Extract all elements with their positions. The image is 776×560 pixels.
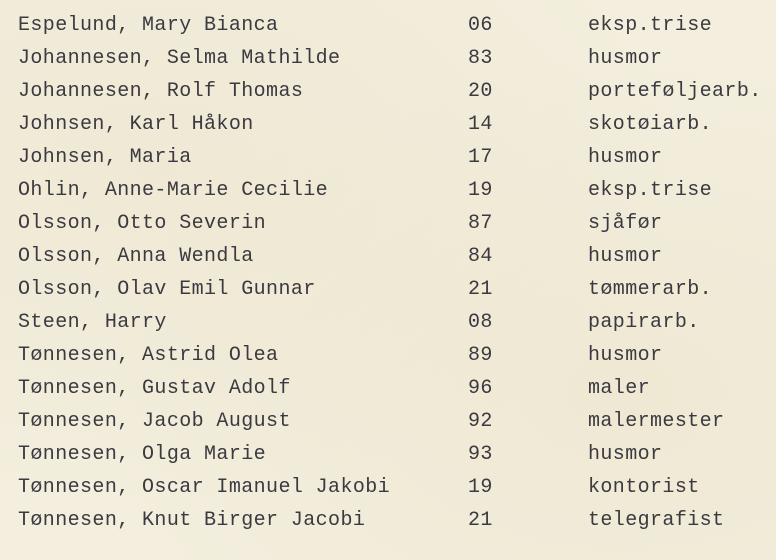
register-row [0, 174, 776, 207]
person-name: Tønnesen, Gustav Adolf [18, 377, 291, 400]
register-row [0, 504, 776, 537]
register-row [0, 108, 776, 141]
person-name: Johnsen, Maria [18, 146, 192, 169]
occupation: sjåfør [588, 212, 663, 235]
register-row [0, 405, 776, 438]
occupation: skotøiarb. [588, 113, 713, 136]
birth-year: 20 [468, 80, 493, 103]
birth-year: 84 [468, 245, 493, 268]
birth-year: 96 [468, 377, 493, 400]
birth-year: 21 [468, 278, 493, 301]
person-name: Steen, Harry [18, 311, 167, 334]
person-name: Olsson, Olav Emil Gunnar [18, 278, 316, 301]
register-row [0, 273, 776, 306]
occupation: husmor [588, 47, 663, 70]
birth-year: 17 [468, 146, 493, 169]
occupation: papirarb. [588, 311, 700, 334]
register-row [0, 9, 776, 42]
person-name: Johnsen, Karl Håkon [18, 113, 254, 136]
register-row [0, 75, 776, 108]
occupation: porteføljearb. [588, 80, 762, 103]
person-name: Tønnesen, Olga Marie [18, 443, 267, 466]
occupation: malermester [588, 410, 725, 433]
person-name: Ohlin, Anne-Marie Cecilie [18, 179, 329, 202]
register-row [0, 141, 776, 174]
person-name: Johannesen, Rolf Thomas [18, 80, 304, 103]
register-row [0, 42, 776, 75]
occupation: husmor [588, 443, 663, 466]
occupation: eksp.trise [588, 14, 713, 37]
register-row [0, 372, 776, 405]
person-name: Olsson, Otto Severin [18, 212, 267, 235]
birth-year: 89 [468, 344, 493, 367]
occupation: husmor [588, 245, 663, 268]
occupation: tømmerarb. [588, 278, 713, 301]
birth-year: 19 [468, 179, 493, 202]
birth-year: 08 [468, 311, 493, 334]
birth-year: 21 [468, 509, 493, 532]
person-name: Johannesen, Selma Mathilde [18, 47, 341, 70]
register-row [0, 339, 776, 372]
person-name: Tønnesen, Jacob August [18, 410, 291, 433]
register-row [0, 306, 776, 339]
register-row [0, 471, 776, 504]
occupation: husmor [588, 344, 663, 367]
birth-year: 87 [468, 212, 493, 235]
register-row [0, 207, 776, 240]
register-row [0, 438, 776, 471]
occupation: telegrafist [588, 509, 725, 532]
person-name: Olsson, Anna Wendla [18, 245, 254, 268]
birth-year: 19 [468, 476, 493, 499]
birth-year: 83 [468, 47, 493, 70]
person-name: Tønnesen, Oscar Imanuel Jakobi [18, 476, 391, 499]
birth-year: 14 [468, 113, 493, 136]
register-row [0, 240, 776, 273]
birth-year: 93 [468, 443, 493, 466]
birth-year: 06 [468, 14, 493, 37]
occupation: kontorist [588, 476, 700, 499]
person-name: Espelund, Mary Bianca [18, 14, 279, 37]
occupation: husmor [588, 146, 663, 169]
person-name: Tønnesen, Knut Birger Jacobi [18, 509, 366, 532]
occupation: eksp.trise [588, 179, 713, 202]
birth-year: 92 [468, 410, 493, 433]
person-name: Tønnesen, Astrid Olea [18, 344, 279, 367]
occupation: maler [588, 377, 651, 400]
